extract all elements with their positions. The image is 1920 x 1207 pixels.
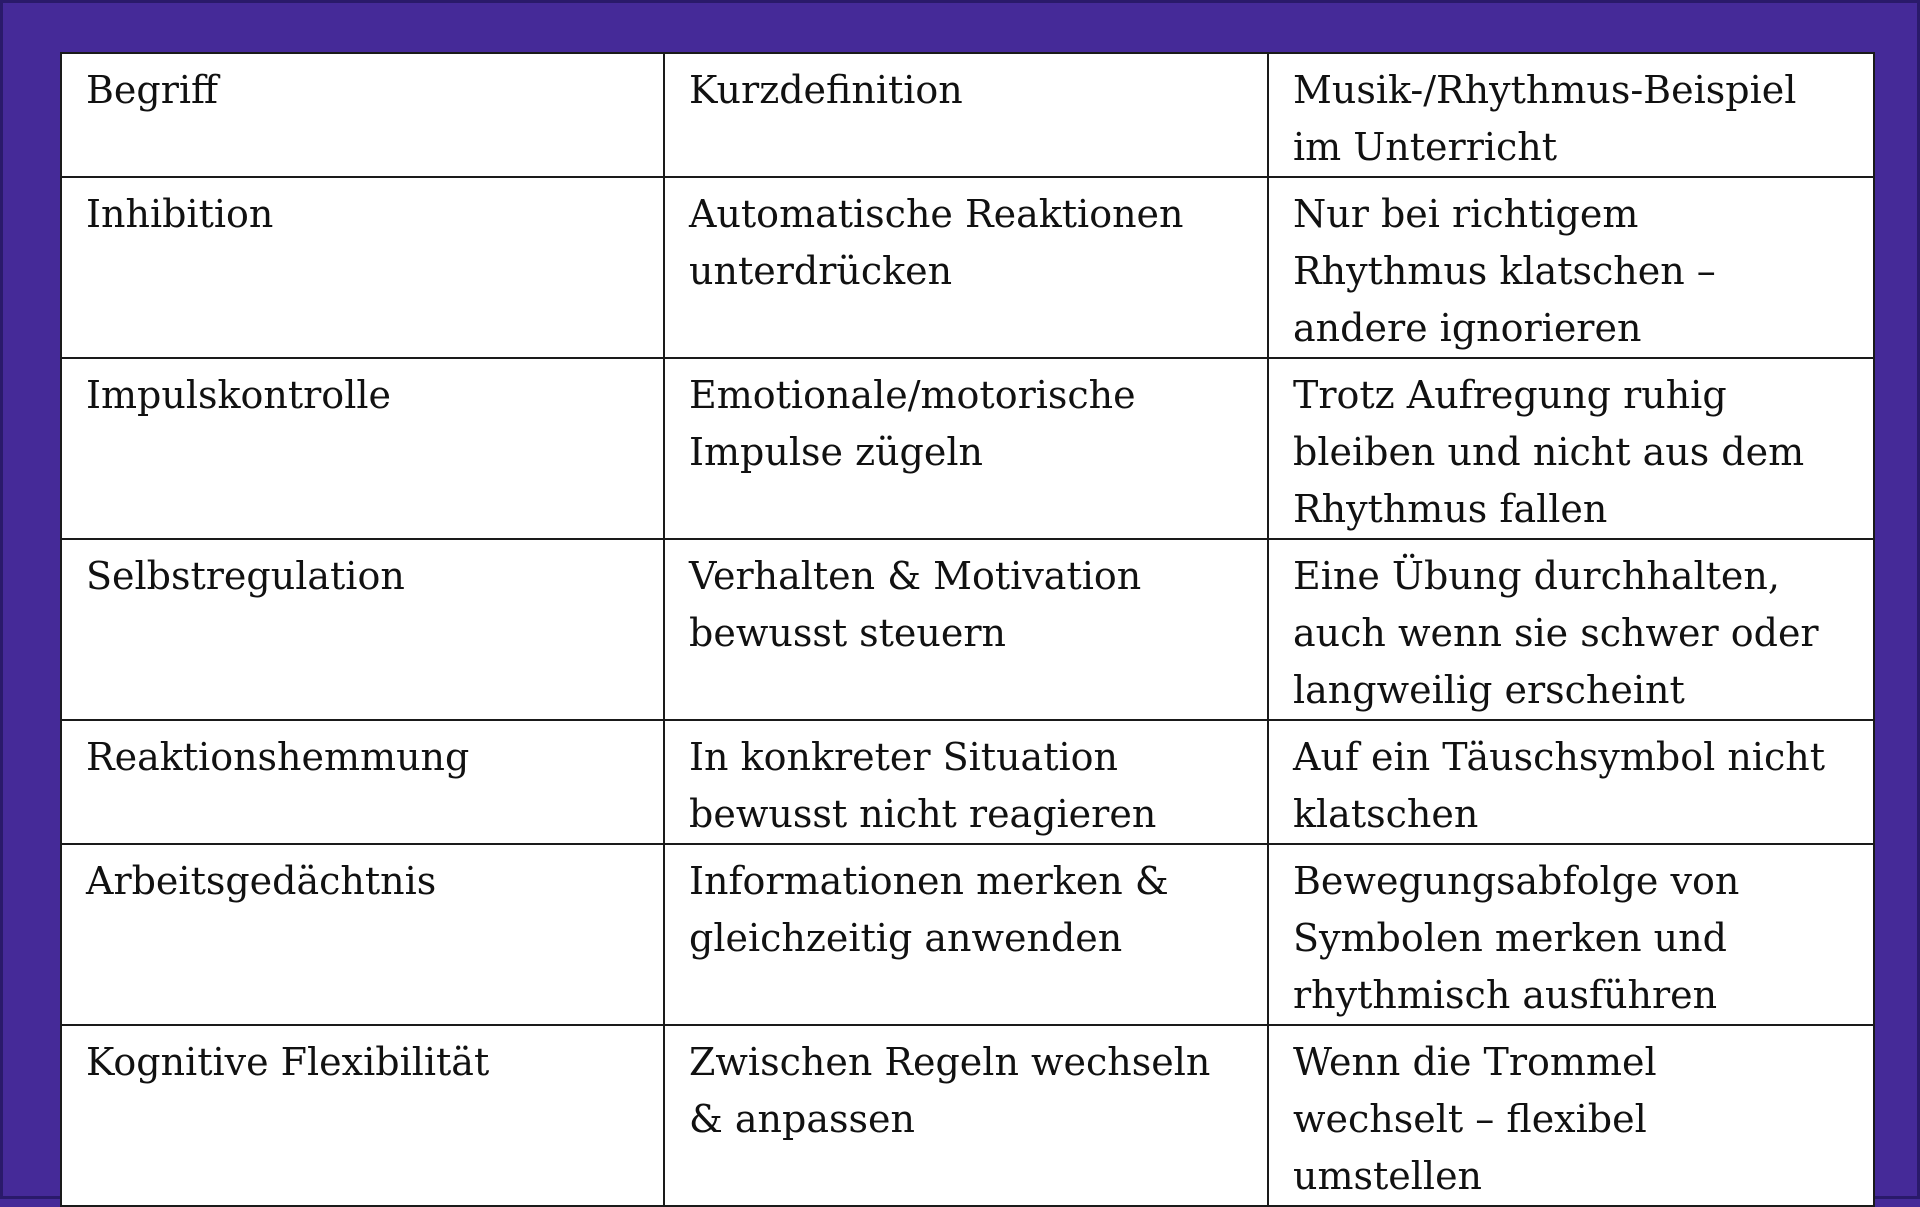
definition-line: Zwischen Regeln wechseln [689, 1040, 1211, 1084]
cell-begriff [61, 177, 664, 358]
cell-begriff [61, 844, 664, 1025]
cell-beispiel [1268, 358, 1874, 539]
beispiel-line: klatschen [1293, 792, 1479, 836]
beispiel-line: andere ignorieren [1293, 306, 1642, 350]
beispiel-line: Trotz Aufregung ruhig [1293, 373, 1727, 417]
beispiel-line: bleiben und nicht aus dem [1293, 430, 1805, 474]
table-header-row [61, 53, 1874, 177]
beispiel-line: Wenn die Trommel [1293, 1040, 1657, 1084]
beispiel-line: Nur bei richtigem [1293, 192, 1639, 236]
beispiel-line: Symbolen merken und [1293, 916, 1727, 960]
cell-beispiel [1268, 177, 1874, 358]
header-kurzdefinition-text: Kurzdefinition [689, 68, 963, 112]
table-row-reaktionshemmung [61, 720, 1874, 844]
header-cell-kurzdefinition [664, 53, 1268, 177]
cell-definition [664, 844, 1268, 1025]
beispiel-line: langweilig erscheint [1293, 668, 1685, 712]
header-cell-beispiel [1268, 53, 1874, 177]
cell-beispiel [1268, 1025, 1874, 1206]
definition-line: Verhalten & Motivation [689, 554, 1142, 598]
cell-definition [664, 1025, 1268, 1206]
definition-line: gleichzeitig anwenden [689, 916, 1123, 960]
definition-line: Informationen merken & [689, 859, 1169, 903]
header-beispiel-line: Musik-/Rhythmus-Beispiel [1293, 68, 1797, 112]
begriff-text: Inhibition [86, 192, 274, 236]
cell-begriff [61, 1025, 664, 1206]
beispiel-line: Rhythmus klatschen – [1293, 249, 1716, 293]
cell-definition [664, 177, 1268, 358]
header-beispiel-line: im Unterricht [1293, 125, 1558, 169]
begriff-text: Selbstregulation [86, 554, 405, 598]
cell-beispiel [1268, 844, 1874, 1025]
cell-beispiel [1268, 720, 1874, 844]
header-begriff-text: Begriff [86, 68, 219, 112]
header-cell-begriff [61, 53, 664, 177]
beispiel-line: auch wenn sie schwer oder [1293, 611, 1819, 655]
definition-line: In konkreter Situation [689, 735, 1118, 779]
table-row-inhibition [61, 177, 1874, 358]
beispiel-line: Bewegungsabfolge von [1293, 859, 1740, 903]
begriff-text: Kognitive Flexibilität [86, 1040, 490, 1084]
cell-definition [664, 539, 1268, 720]
cell-begriff [61, 358, 664, 539]
cell-definition [664, 358, 1268, 539]
definition-line: unterdrücken [689, 249, 953, 293]
begriff-text: Arbeitsgedächtnis [86, 859, 437, 903]
begriff-text: Impulskontrolle [86, 373, 391, 417]
cell-begriff [61, 720, 664, 844]
concept-table [60, 52, 1875, 1207]
table-row-selbstregulation [61, 539, 1874, 720]
definition-line: Impulse zügeln [689, 430, 983, 474]
definition-line: bewusst steuern [689, 611, 1007, 655]
beispiel-line: Auf ein Täuschsymbol nicht [1293, 735, 1825, 779]
definition-line: & anpassen [689, 1097, 915, 1141]
beispiel-line: umstellen [1293, 1154, 1483, 1198]
cell-beispiel [1268, 539, 1874, 720]
beispiel-line: wechselt – flexibel [1293, 1097, 1647, 1141]
beispiel-line: rhythmisch ausführen [1293, 973, 1718, 1017]
table-row-arbeitsgedaechtnis [61, 844, 1874, 1025]
beispiel-line: Eine Übung durchhalten, [1293, 554, 1780, 598]
definition-line: Automatische Reaktionen [689, 192, 1184, 236]
definition-line: bewusst nicht reagieren [689, 792, 1157, 836]
definition-line: Emotionale/motorische [689, 373, 1136, 417]
table-row-impulskontrolle [61, 358, 1874, 539]
begriff-text: Reaktionshemmung [86, 735, 470, 779]
cell-definition [664, 720, 1268, 844]
table-row-kognitive-flexibilitaet [61, 1025, 1874, 1206]
cell-begriff [61, 539, 664, 720]
beispiel-line: Rhythmus fallen [1293, 487, 1608, 531]
